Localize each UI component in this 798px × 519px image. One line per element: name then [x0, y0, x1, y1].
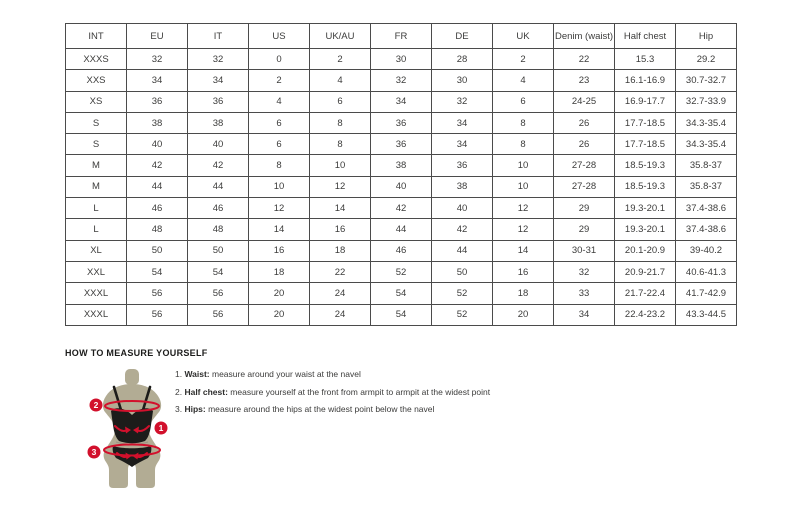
- size-row-xxl: [66, 261, 737, 282]
- size-cell: 32: [432, 91, 493, 112]
- size-cell: 24: [310, 304, 371, 325]
- size-cell: XXXS: [66, 49, 127, 70]
- size-cell: XXL: [66, 261, 127, 282]
- size-cell: 22.4-23.2: [615, 304, 676, 325]
- measure-step: 1. Waist: measure around your waist at the navel: [175, 369, 361, 379]
- size-cell: 6: [310, 91, 371, 112]
- size-cell: 4: [493, 70, 554, 91]
- size-cell: 23: [554, 70, 615, 91]
- size-cell: 24: [310, 283, 371, 304]
- size-cell: 26: [554, 112, 615, 133]
- size-cell: 14: [310, 198, 371, 219]
- size-cell: 36: [188, 91, 249, 112]
- size-cell: 6: [493, 91, 554, 112]
- size-cell: 37.4-38.6: [676, 198, 737, 219]
- measure-step: 3. Hips: measure around the hips at the widest point below the navel: [175, 404, 435, 414]
- size-row-xxs: [66, 70, 737, 91]
- size-cell: 12: [310, 176, 371, 197]
- size-cell: 40: [127, 134, 188, 155]
- column-header-int: INT: [66, 24, 127, 49]
- size-cell: 43.3-44.5: [676, 304, 737, 325]
- size-cell: 34: [432, 112, 493, 133]
- size-cell: 46: [127, 198, 188, 219]
- size-cell: 22: [310, 261, 371, 282]
- size-cell: 50: [432, 261, 493, 282]
- size-cell: 27-28: [554, 155, 615, 176]
- size-cell: 44: [188, 176, 249, 197]
- size-cell: 35.8-37: [676, 176, 737, 197]
- size-row-m: [66, 176, 737, 197]
- size-cell: 34: [188, 70, 249, 91]
- size-cell: 52: [371, 261, 432, 282]
- size-cell: 32: [554, 261, 615, 282]
- size-cell: 28: [432, 49, 493, 70]
- size-cell: XS: [66, 91, 127, 112]
- size-cell: 20: [493, 304, 554, 325]
- size-cell: 30: [371, 49, 432, 70]
- waist-badge-number: 1: [158, 423, 164, 433]
- measure-section-title: HOW TO MEASURE YOURSELF: [65, 348, 208, 358]
- column-header-uk: UK: [493, 24, 554, 49]
- mannequin-neck: [125, 369, 139, 385]
- size-cell: 38: [127, 112, 188, 133]
- size-cell: 46: [371, 240, 432, 261]
- size-cell: 32: [188, 49, 249, 70]
- size-cell: 12: [493, 198, 554, 219]
- size-cell: 19.3-20.1: [615, 219, 676, 240]
- size-cell: 16: [493, 261, 554, 282]
- size-cell: 24-25: [554, 91, 615, 112]
- size-cell: 54: [127, 261, 188, 282]
- size-cell: 42: [188, 155, 249, 176]
- column-header-us: US: [249, 24, 310, 49]
- size-row-xl: [66, 240, 737, 261]
- size-cell: 10: [249, 176, 310, 197]
- size-row-xxxl: [66, 283, 737, 304]
- size-cell: 34.3-35.4: [676, 134, 737, 155]
- size-cell: 50: [127, 240, 188, 261]
- size-cell: 2: [493, 49, 554, 70]
- size-cell: XXXL: [66, 283, 127, 304]
- size-cell: 10: [493, 155, 554, 176]
- size-cell: XXXL: [66, 304, 127, 325]
- size-cell: S: [66, 112, 127, 133]
- size-cell: XL: [66, 240, 127, 261]
- column-header-hip: Hip: [676, 24, 737, 49]
- size-cell: 8: [493, 134, 554, 155]
- size-cell: 30: [432, 70, 493, 91]
- size-row-l: [66, 198, 737, 219]
- size-cell: 44: [371, 219, 432, 240]
- size-cell: 54: [188, 261, 249, 282]
- size-cell: 6: [249, 134, 310, 155]
- column-header-it: IT: [188, 24, 249, 49]
- size-cell: 16.9-17.7: [615, 91, 676, 112]
- size-cell: 2: [310, 49, 371, 70]
- size-cell: 34: [371, 91, 432, 112]
- measure-step: 2. Half chest: measure yourself at the front from armpit to armpit at the widest point: [175, 386, 491, 397]
- size-cell: 32.7-33.9: [676, 91, 737, 112]
- size-chart-header: [66, 24, 737, 49]
- size-cell: 34: [432, 134, 493, 155]
- size-cell: 2: [249, 70, 310, 91]
- size-cell: 22: [554, 49, 615, 70]
- size-row-m: [66, 155, 737, 176]
- size-cell: 14: [493, 240, 554, 261]
- size-cell: L: [66, 198, 127, 219]
- size-cell: 16.1-16.9: [615, 70, 676, 91]
- size-cell: 4: [249, 91, 310, 112]
- size-cell: 36: [371, 134, 432, 155]
- size-cell: 16: [249, 240, 310, 261]
- size-cell: 42: [127, 155, 188, 176]
- size-cell: M: [66, 176, 127, 197]
- size-cell: 21.7-22.4: [615, 283, 676, 304]
- size-cell: 46: [188, 198, 249, 219]
- size-cell: 26: [554, 134, 615, 155]
- size-cell: 50: [188, 240, 249, 261]
- size-cell: 29: [554, 219, 615, 240]
- size-row-xxxs: [66, 49, 737, 70]
- size-cell: 37.4-38.6: [676, 219, 737, 240]
- size-cell: XXS: [66, 70, 127, 91]
- size-cell: 8: [310, 134, 371, 155]
- size-cell: 6: [249, 112, 310, 133]
- size-cell: 4: [310, 70, 371, 91]
- size-cell: 20: [249, 304, 310, 325]
- size-cell: 0: [249, 49, 310, 70]
- size-cell: S: [66, 134, 127, 155]
- size-cell: M: [66, 155, 127, 176]
- size-cell: 44: [127, 176, 188, 197]
- size-cell: 18: [310, 240, 371, 261]
- size-cell: 40: [432, 198, 493, 219]
- size-cell: 18.5-19.3: [615, 176, 676, 197]
- size-cell: 54: [371, 304, 432, 325]
- size-cell: 27-28: [554, 176, 615, 197]
- size-chart-body: [66, 49, 737, 326]
- size-row-xxxl: [66, 304, 737, 325]
- size-cell: 32: [371, 70, 432, 91]
- size-cell: 34: [127, 70, 188, 91]
- size-cell: 12: [493, 219, 554, 240]
- size-cell: 30.7-32.7: [676, 70, 737, 91]
- column-header-eu: EU: [127, 24, 188, 49]
- size-cell: 48: [127, 219, 188, 240]
- size-cell: 18: [493, 283, 554, 304]
- size-cell: 39-40.2: [676, 240, 737, 261]
- size-cell: 12: [249, 198, 310, 219]
- size-cell: 17.7-18.5: [615, 112, 676, 133]
- size-cell: 42: [371, 198, 432, 219]
- column-header-denim-waist-: Denim (waist): [554, 24, 615, 49]
- chest-badge-number: 2: [93, 400, 99, 410]
- measurement-figure-illustration: [75, 365, 185, 493]
- size-cell: 52: [432, 283, 493, 304]
- size-cell: 34.3-35.4: [676, 112, 737, 133]
- size-cell: 44: [432, 240, 493, 261]
- size-row-l: [66, 219, 737, 240]
- size-chart-table: [65, 23, 737, 326]
- size-cell: 34: [554, 304, 615, 325]
- column-header-fr: FR: [371, 24, 432, 49]
- size-cell: 40: [188, 134, 249, 155]
- size-cell: 41.7-42.9: [676, 283, 737, 304]
- size-cell: 18: [249, 261, 310, 282]
- size-cell: 19.3-20.1: [615, 198, 676, 219]
- size-cell: 10: [310, 155, 371, 176]
- size-cell: 40: [371, 176, 432, 197]
- hips-badge-number: 3: [91, 447, 97, 457]
- size-cell: 36: [371, 112, 432, 133]
- size-cell: 48: [188, 219, 249, 240]
- size-cell: 29.2: [676, 49, 737, 70]
- size-cell: 54: [371, 283, 432, 304]
- size-cell: 35.8-37: [676, 155, 737, 176]
- size-cell: 10: [493, 176, 554, 197]
- size-row-s: [66, 134, 737, 155]
- size-cell: 56: [188, 304, 249, 325]
- size-cell: 20: [249, 283, 310, 304]
- size-cell: L: [66, 219, 127, 240]
- size-cell: 36: [127, 91, 188, 112]
- size-row-xs: [66, 91, 737, 112]
- size-cell: 8: [493, 112, 554, 133]
- size-cell: 18.5-19.3: [615, 155, 676, 176]
- size-cell: 30-31: [554, 240, 615, 261]
- header-row: [66, 24, 737, 49]
- size-cell: 42: [432, 219, 493, 240]
- size-row-s: [66, 112, 737, 133]
- size-cell: 16: [310, 219, 371, 240]
- size-cell: 17.7-18.5: [615, 134, 676, 155]
- size-cell: 56: [127, 304, 188, 325]
- column-header-uk-au: UK/AU: [310, 24, 371, 49]
- size-cell: 15.3: [615, 49, 676, 70]
- size-cell: 8: [249, 155, 310, 176]
- size-cell: 8: [310, 112, 371, 133]
- size-cell: 38: [371, 155, 432, 176]
- size-cell: 20.1-20.9: [615, 240, 676, 261]
- size-cell: 36: [432, 155, 493, 176]
- size-cell: 14: [249, 219, 310, 240]
- size-cell: 56: [127, 283, 188, 304]
- size-cell: 33: [554, 283, 615, 304]
- size-cell: 38: [432, 176, 493, 197]
- size-cell: 38: [188, 112, 249, 133]
- size-cell: 29: [554, 198, 615, 219]
- size-cell: 56: [188, 283, 249, 304]
- measure-steps-list: [175, 366, 490, 419]
- size-cell: 40.6-41.3: [676, 261, 737, 282]
- size-cell: 32: [127, 49, 188, 70]
- column-header-de: DE: [432, 24, 493, 49]
- column-header-half-chest: Half chest: [615, 24, 676, 49]
- size-cell: 52: [432, 304, 493, 325]
- size-cell: 20.9-21.7: [615, 261, 676, 282]
